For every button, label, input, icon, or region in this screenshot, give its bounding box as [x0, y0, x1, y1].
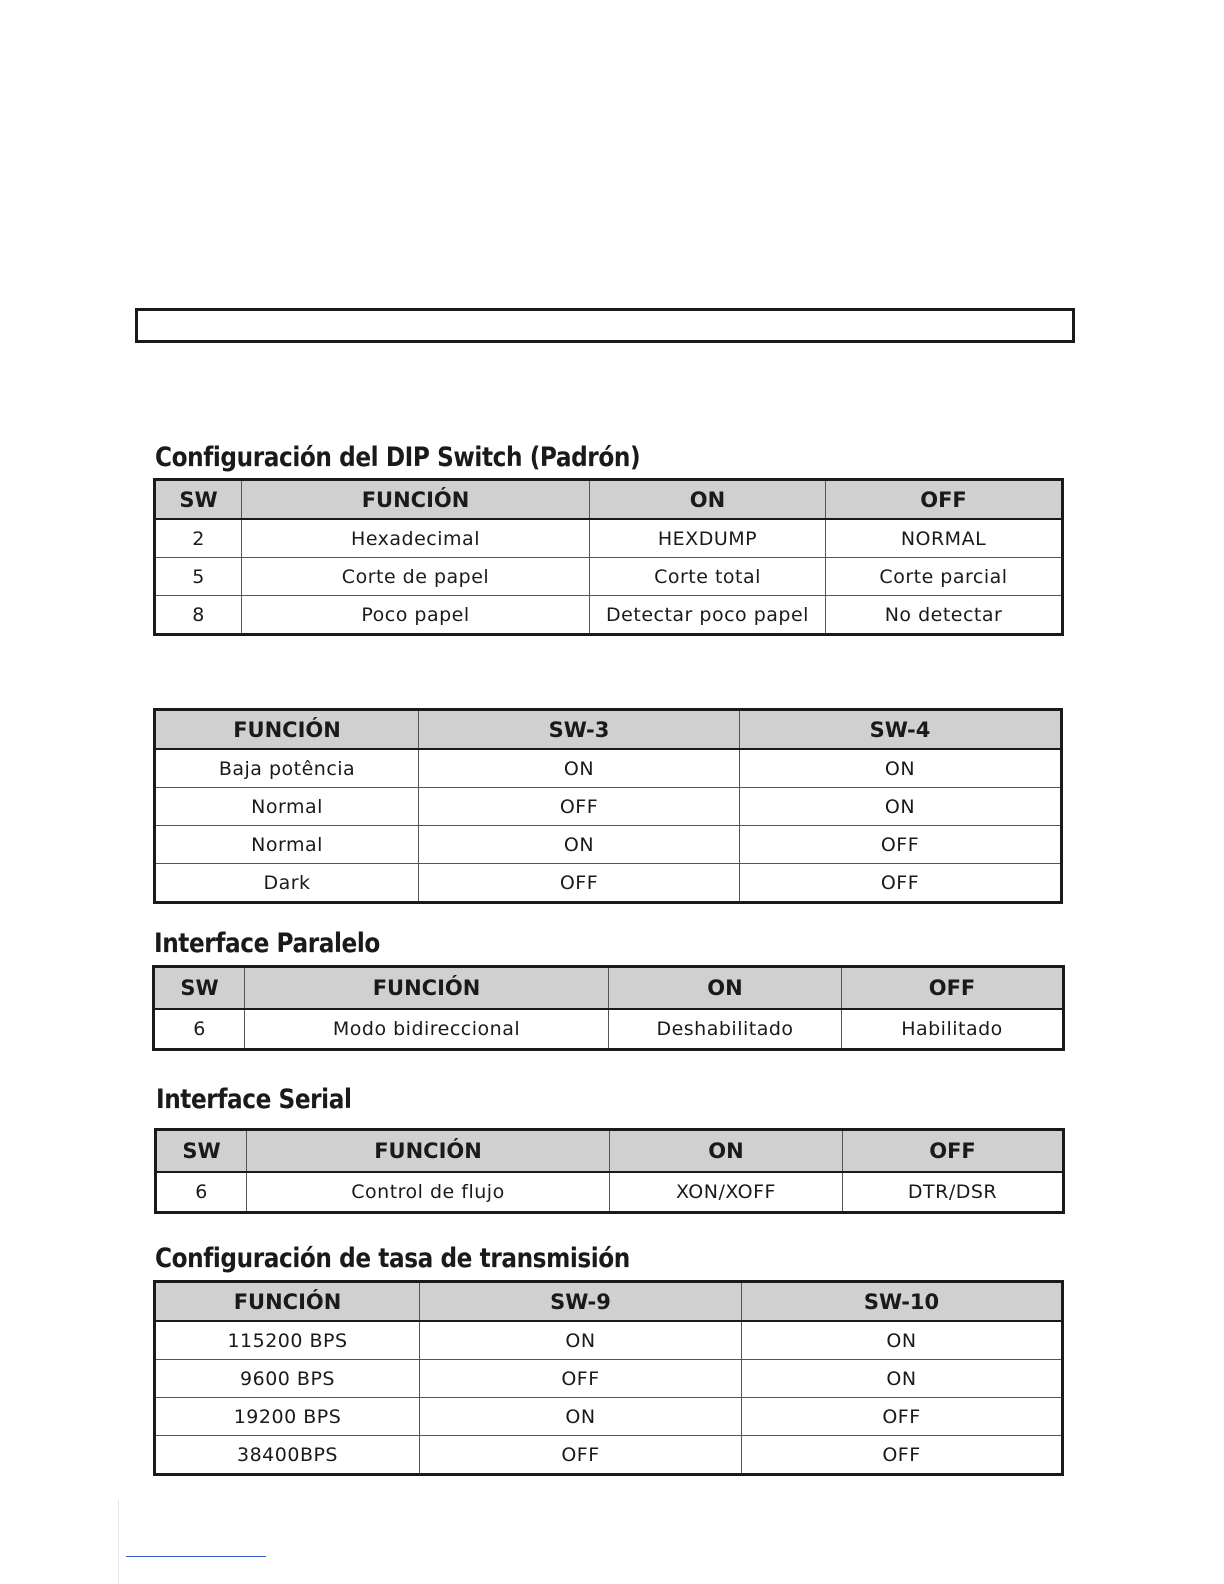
table-cell: DTR/DSR	[843, 1172, 1064, 1213]
table-cell: Poco papel	[242, 596, 590, 635]
table-cell: No detectar	[826, 596, 1063, 635]
table-cell: Corte parcial	[826, 558, 1063, 596]
header-cell: ON	[590, 480, 826, 520]
dip-switch-title: Configuración del DIP Switch (Padrón)	[155, 442, 641, 473]
table-cell: Corte total	[590, 558, 826, 596]
table-cell: Detectar poco papel	[590, 596, 826, 635]
table-cell: 6	[154, 1009, 245, 1050]
header-cell: OFF	[826, 480, 1063, 520]
header-cell: ON	[609, 967, 842, 1010]
table-row	[155, 826, 1062, 864]
table-cell: OFF	[742, 1436, 1063, 1475]
table-row	[155, 519, 1063, 558]
table-row	[155, 864, 1062, 903]
table-row	[155, 749, 1062, 788]
table-cell: 9600 BPS	[155, 1360, 420, 1398]
table-cell: Hexadecimal	[242, 519, 590, 558]
table-row	[155, 1360, 1063, 1398]
table-row	[155, 788, 1062, 826]
header-cell: SW-10	[742, 1282, 1063, 1322]
table-row	[155, 596, 1063, 635]
table-cell: OFF	[419, 864, 740, 903]
table-cell: OFF	[740, 826, 1062, 864]
serial-table	[154, 1128, 1065, 1214]
table-cell: OFF	[740, 864, 1062, 903]
table-cell: Normal	[155, 788, 419, 826]
table-cell: Control de flujo	[247, 1172, 610, 1213]
header-cell: OFF	[843, 1130, 1064, 1173]
table-cell: Habilitado	[842, 1009, 1064, 1050]
header-cell: SW-3	[419, 710, 740, 750]
table-header-row	[154, 967, 1064, 1010]
header-cell: OFF	[842, 967, 1064, 1010]
table-cell: 8	[155, 596, 242, 635]
table-header-row	[155, 480, 1063, 520]
table-cell: ON	[742, 1360, 1063, 1398]
table-row	[156, 1172, 1064, 1213]
table-cell: ON	[740, 749, 1062, 788]
footer-rule	[126, 1556, 266, 1557]
paralelo-title: Interface Paralelo	[154, 928, 380, 959]
header-cell: FUNCIÓN	[155, 710, 419, 750]
table-cell: ON	[742, 1321, 1063, 1360]
table-cell: 2	[155, 519, 242, 558]
baud-table	[153, 1280, 1064, 1476]
table-row	[155, 1436, 1063, 1475]
table-cell: 6	[156, 1172, 247, 1213]
table-cell: ON	[420, 1398, 742, 1436]
table-cell: XON/XOFF	[610, 1172, 843, 1213]
table-cell: OFF	[420, 1360, 742, 1398]
table-cell: ON	[740, 788, 1062, 826]
header-cell: SW	[156, 1130, 247, 1173]
header-cell: SW	[155, 480, 242, 520]
header-cell: SW-4	[740, 710, 1062, 750]
table-cell: Baja potência	[155, 749, 419, 788]
table-cell: Normal	[155, 826, 419, 864]
table-cell: 38400BPS	[155, 1436, 420, 1475]
table-cell: 115200 BPS	[155, 1321, 420, 1360]
table-cell: Corte de papel	[242, 558, 590, 596]
table-cell: ON	[419, 826, 740, 864]
table-header-row	[155, 710, 1062, 750]
paralelo-table	[152, 965, 1065, 1051]
header-cell: FUNCIÓN	[245, 967, 609, 1010]
table-cell: NORMAL	[826, 519, 1063, 558]
table-cell: OFF	[420, 1436, 742, 1475]
table-cell: Deshabilitado	[609, 1009, 842, 1050]
table-row	[155, 1321, 1063, 1360]
table-row	[155, 1398, 1063, 1436]
header-cell: SW-9	[420, 1282, 742, 1322]
page-edge-line	[118, 1500, 119, 1584]
table-cell: 5	[155, 558, 242, 596]
density-table	[153, 708, 1063, 904]
table-row	[155, 558, 1063, 596]
table-cell: OFF	[742, 1398, 1063, 1436]
table-row	[154, 1009, 1064, 1050]
table-cell: 19200 BPS	[155, 1398, 420, 1436]
table-cell: HEXDUMP	[590, 519, 826, 558]
table-cell: ON	[419, 749, 740, 788]
dip-switch-table	[153, 478, 1064, 636]
table-header-row	[155, 1282, 1063, 1322]
header-cell: FUNCIÓN	[242, 480, 590, 520]
header-cell: FUNCIÓN	[247, 1130, 610, 1173]
table-header-row	[156, 1130, 1064, 1173]
baud-title: Configuración de tasa de transmisión	[155, 1243, 630, 1274]
table-cell: Modo bidireccional	[245, 1009, 609, 1050]
table-cell: ON	[420, 1321, 742, 1360]
header-cell: FUNCIÓN	[155, 1282, 420, 1322]
header-box	[135, 308, 1075, 343]
header-cell: SW	[154, 967, 245, 1010]
table-cell: Dark	[155, 864, 419, 903]
serial-title: Interface Serial	[156, 1084, 352, 1115]
header-cell: ON	[610, 1130, 843, 1173]
table-cell: OFF	[419, 788, 740, 826]
